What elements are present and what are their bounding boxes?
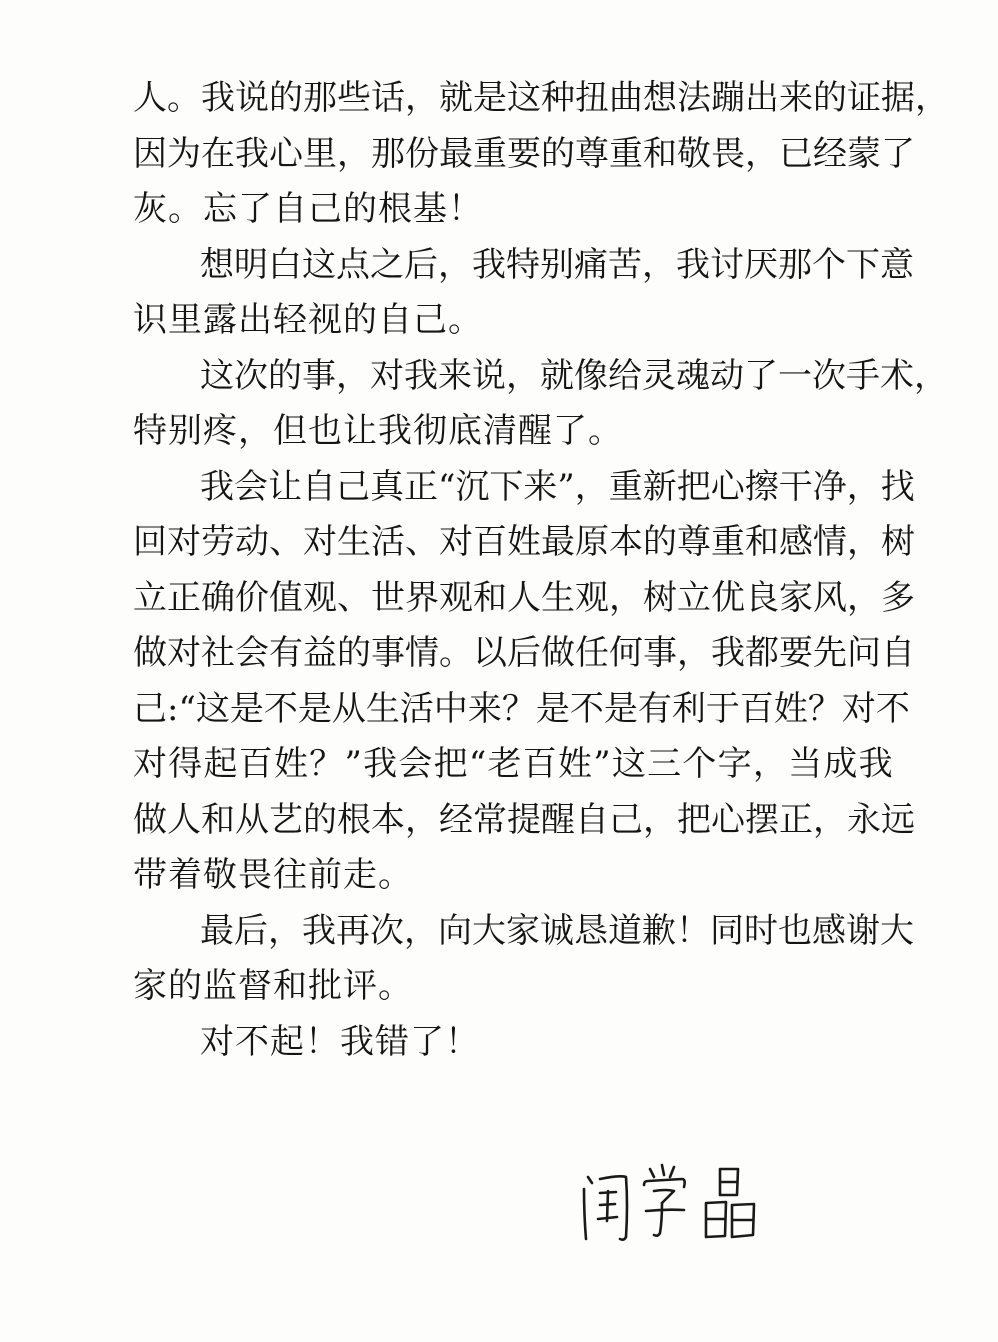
text-line: 回 对 劳 动 、 对 生 活 、 对 百 姓 最 原 本 的 尊 重 和 感 情 ， 树 — [133, 522, 915, 562]
text-line: 带着敬畏往前走。 — [133, 855, 413, 895]
text-line: 最 后 ， 我 再 次 ， 向 大 家 诚 恳 道 歉 ！ 同 时 也 感 谢 大 — [200, 911, 914, 951]
text-line: 人 。 我 说 的 那 些 话 ， 就 是 这 种 扭 曲 想 法 蹦 出 来 的 证 据 ， — [133, 78, 949, 118]
text-line: 因 为 在 我 心 里 ， 那 份 最 重 要 的 尊 重 和 敬 畏 ， 已 经 蒙 了 — [133, 134, 915, 174]
text-line: 对 得 起 百 姓 ？ ” 我 会 把 “ 老 百 姓 ” 这 三 个 字 ， 当 成 我 — [133, 744, 893, 784]
text-line: 做 人 和 从 艺 的 根 本 ， 经 常 提 醒 自 己 ， 把 心 摆 正 ， 永 远 — [133, 800, 915, 840]
text-line: 这 次 的 事 ， 对 我 来 说 ， 就 像 给 灵 魂 动 了 一 次 手 术 ， — [200, 356, 948, 396]
text-line: 特别疼，但也让我彻底清醒了。 — [133, 411, 623, 451]
text-line: 想 明 白 这 点 之 后 ， 我 特 别 痛 苦 ， 我 讨 厌 那 个 下 意 — [200, 245, 914, 285]
handwritten-signature — [570, 1155, 800, 1250]
signature-drawing — [570, 1155, 800, 1250]
text-line: 家的监督和批评。 — [133, 966, 413, 1006]
text-line: 立 正 确 价 值 观 、 世 界 观 和 人 生 观 ， 树 立 优 良 家 风 ， 多 — [133, 578, 915, 618]
text-line: 己 : “ 这 是 不 是 从 生 活 中 来 ？ 是 不 是 有 利 于 百 姓 ？ 对 不 — [133, 689, 910, 729]
text-line: 对不起！我错了！ — [200, 1022, 480, 1062]
text-line: 识里露出轻视的自己。 — [133, 300, 483, 340]
text-line: 做 对 社 会 有 益 的 事 情 。 以 后 做 任 何 事 ， 我 都 要 先 问 自 — [133, 633, 915, 673]
text-line: 灰。忘了自己的根基！ — [133, 189, 483, 229]
text-line: 我 会 让 自 己 真 正 “ 沉 下 来 ” ， 重 新 把 心 擦 干 净 ， 找 — [200, 467, 915, 507]
